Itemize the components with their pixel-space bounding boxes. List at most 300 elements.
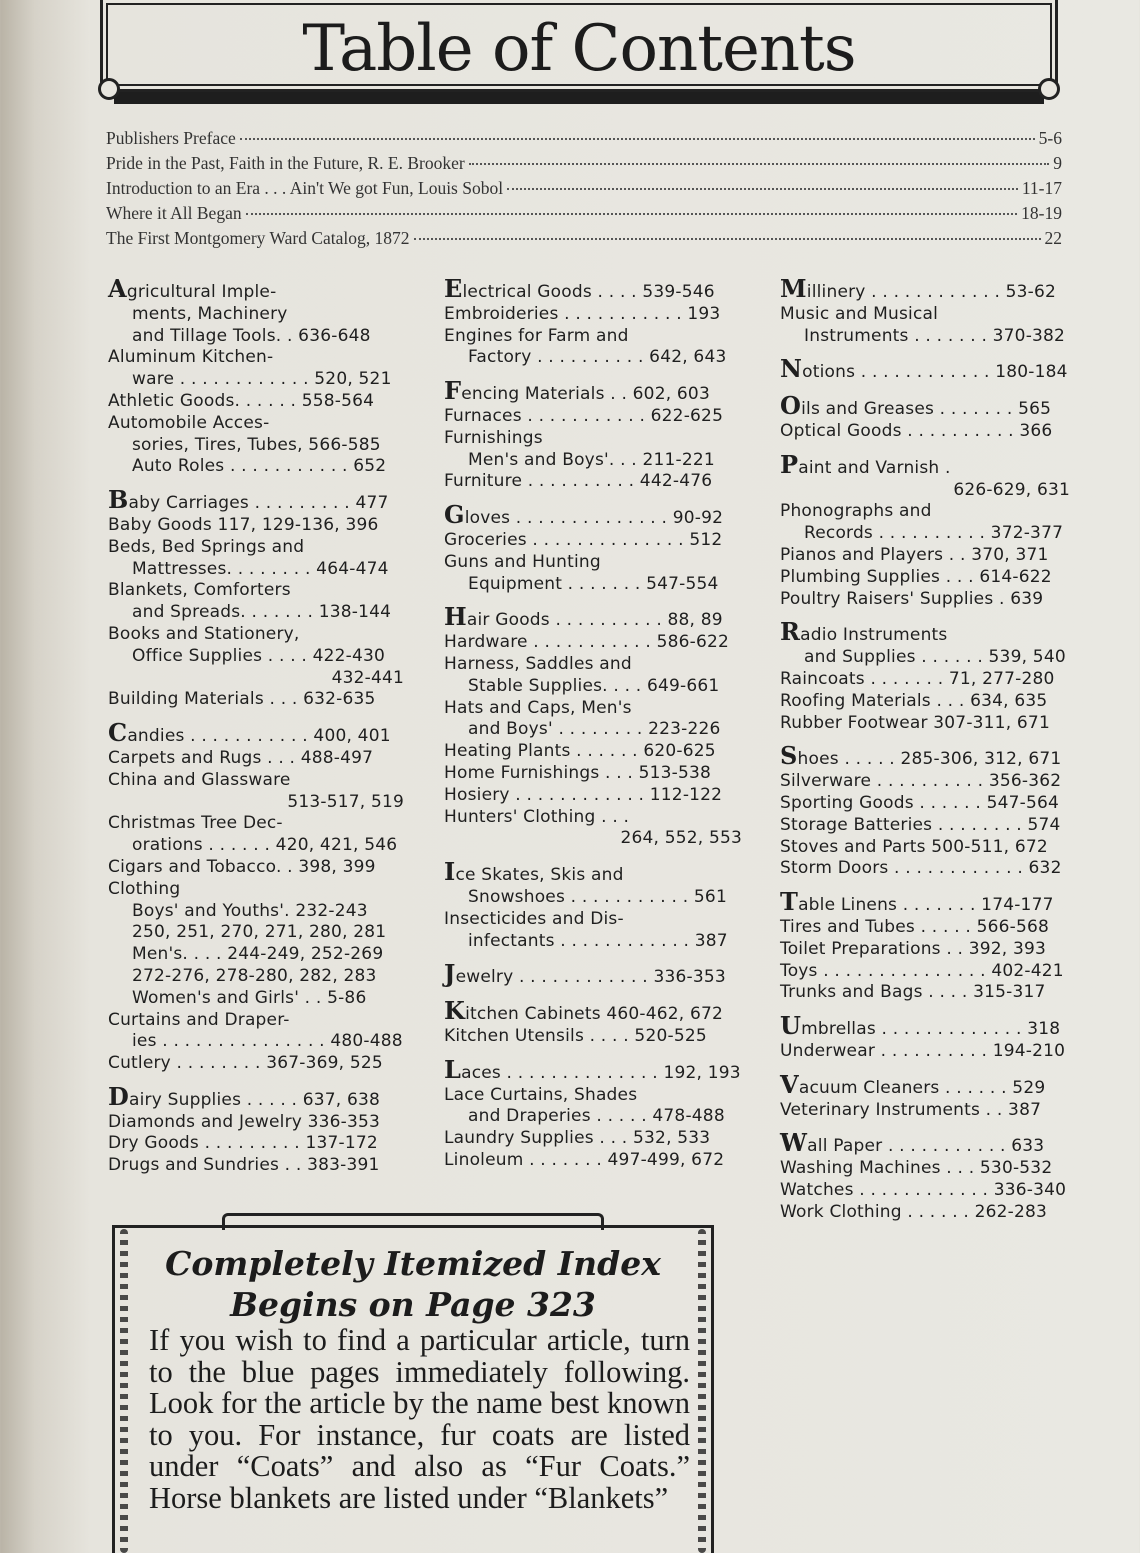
contents-entry <box>780 1041 1070 1063</box>
contents-entry-text: infectants . . . . . . . . . . . . 387 <box>468 930 728 951</box>
front-matter-pages: 9 <box>1053 153 1062 173</box>
contents-entry <box>108 689 404 711</box>
drop-letter: T <box>780 887 799 917</box>
contents-entry-text: Embroideries . . . . . . . . . . . 193 <box>444 303 721 324</box>
drop-letter: H <box>444 602 467 632</box>
contents-entry-text: Rubber Footwear 307-311, 671 <box>780 712 1050 733</box>
contents-entry <box>108 1155 404 1177</box>
contents-entry <box>780 1100 1070 1122</box>
drop-letter: E <box>444 274 463 303</box>
contents-entry-text: Sporting Goods . . . . . . 547-564 <box>780 792 1060 813</box>
contents-entry-text: Laundry Supplies . . . 532, 533 <box>444 1128 711 1149</box>
contents-entry-text: Kitchen Utensils . . . . 520-525 <box>444 1025 707 1046</box>
drop-letter: M <box>780 274 807 303</box>
drop-letter: P <box>780 449 799 479</box>
contents-entry <box>780 815 1070 837</box>
contents-section <box>780 449 1070 611</box>
contents-entry <box>108 515 404 537</box>
contents-entry <box>780 982 1070 1004</box>
drop-letter: W <box>780 1128 808 1158</box>
contents-entry-text: and Supplies . . . . . . 539, 540 <box>804 647 1066 668</box>
index-box-title-line2: Begins on Page 323 <box>230 1285 596 1324</box>
front-matter-title: The First Montgomery Ward Catalog, 1872 <box>106 228 410 248</box>
contents-entry <box>780 589 1070 611</box>
contents-entry-text: Roofing Materials . . . 634, 635 <box>780 690 1048 711</box>
contents-entry <box>780 354 1070 384</box>
contents-entry-text: itchen Cabinets 460-462, 672 <box>465 1004 724 1025</box>
contents-section <box>108 1081 404 1177</box>
contents-entry-text: Hardware . . . . . . . . . . . 586-622 <box>444 632 729 653</box>
contents-section <box>444 996 742 1048</box>
contents-entry-text: Hats and Caps, Men's <box>444 697 632 718</box>
drop-letter: U <box>780 1011 802 1041</box>
contents-entry-text: Blankets, Comforters <box>108 580 291 601</box>
front-matter-title: Pride in the Past, Faith in the Future, R. E. Brooker <box>106 153 465 173</box>
contents-entry <box>108 537 404 559</box>
contents-entry <box>780 1069 1070 1100</box>
contents-entry <box>108 901 404 923</box>
contents-entry-text: Toilet Preparations . . 392, 393 <box>780 938 1047 959</box>
contents-entry <box>108 966 404 988</box>
contents-entry-text: Cigars and Tobacco. . 398, 399 <box>108 856 376 877</box>
contents-entry <box>780 274 1070 304</box>
contents-entry-text: ewelry . . . . . . . . . . . . 336-353 <box>455 967 726 988</box>
contents-entry-text: Harness, Saddles and <box>444 653 632 674</box>
contents-entry <box>108 1053 404 1075</box>
contents-entry <box>780 669 1070 691</box>
front-matter-title: Where it All Began <box>106 203 242 223</box>
contents-entry-text: encing Materials . . 602, 603 <box>461 384 710 405</box>
contents-entry <box>108 770 404 792</box>
front-matter-item <box>106 228 1062 253</box>
contents-entry <box>108 718 404 748</box>
contents-entry <box>444 857 742 887</box>
contents-section <box>444 376 742 493</box>
front-matter-title: Publishers Preface <box>106 128 236 148</box>
dot-leader <box>414 238 1041 240</box>
contents-entry-text: aces . . . . . . . . . . . . . . 192, 193 <box>461 1062 741 1083</box>
contents-entry-text: ware . . . . . . . . . . . . 520, 521 <box>132 369 392 390</box>
contents-entry <box>780 421 1070 443</box>
contents-entry <box>444 698 742 720</box>
contents-entry-text: ies . . . . . . . . . . . . . . . 480-488 <box>132 1031 403 1052</box>
contents-entry-text: Christmas Tree Dec- <box>108 813 283 834</box>
contents-entry <box>780 523 1070 545</box>
contents-entry <box>780 647 1070 669</box>
contents-column-3 <box>780 274 1070 1234</box>
contents-entry-text: ils and Greases . . . . . . . 565 <box>801 399 1052 420</box>
contents-entry-text: Boys' and Youths'. 232-243 <box>132 900 368 921</box>
contents-entry-text: Tires and Tubes . . . . . 566-568 <box>780 916 1050 937</box>
contents-entry-text: 264, 552, 553 <box>620 828 742 849</box>
contents-section <box>780 741 1070 880</box>
contents-entry <box>108 369 404 391</box>
contents-entry-text: Carpets and Rugs . . . 488-497 <box>108 747 374 768</box>
front-matter-item <box>106 178 1062 203</box>
front-matter-pages: 11-17 <box>1021 178 1062 198</box>
contents-entry-text: Trunks and Bags . . . . 315-317 <box>780 982 1046 1003</box>
contents-entry-text: Furnaces . . . . . . . . . . . 622-625 <box>444 405 724 426</box>
contents-entry <box>444 1085 742 1107</box>
contents-entry <box>444 828 742 850</box>
contents-entry <box>108 326 404 348</box>
contents-section <box>108 274 404 478</box>
drop-letter: O <box>780 391 802 421</box>
contents-entry-text: sories, Tires, Tubes, 566-585 <box>132 434 381 455</box>
contents-entry <box>780 961 1070 983</box>
contents-section <box>444 602 742 850</box>
contents-section <box>108 485 404 711</box>
contents-entry-text: Heating Plants . . . . . . 620-625 <box>444 741 716 762</box>
contents-column-2 <box>444 274 742 1183</box>
front-matter-item <box>106 128 1062 153</box>
scroll-curl-left-icon <box>98 78 120 100</box>
contents-entry-text: loves . . . . . . . . . . . . . . 90-92 <box>464 508 724 529</box>
contents-entry <box>780 480 1070 502</box>
index-box-body: If you wish to find a particular article, turn to the blue pages immediately following. Look for the article by the name best known to you. For instance, fur coats are listed under “Coats” and also as “Fur Coats.” Horse blankets are listed under “Blankets” <box>149 1323 690 1515</box>
front-matter-pages: 18-19 <box>1021 203 1062 223</box>
contents-entry <box>108 879 404 901</box>
contents-entry <box>444 500 742 530</box>
drop-letter: B <box>108 485 129 515</box>
contents-entry <box>444 719 742 741</box>
contents-entry <box>444 763 742 785</box>
contents-entry <box>444 1128 742 1150</box>
contents-entry <box>444 602 742 632</box>
contents-entry-text: Dry Goods . . . . . . . . . 137-172 <box>108 1133 378 1154</box>
contents-entry-text: Hunters' Clothing . . . <box>444 806 630 827</box>
index-box-title <box>132 1243 694 1325</box>
contents-entry-text: otions . . . . . . . . . . . . 180-184 <box>802 362 1068 383</box>
contents-entry <box>108 485 404 515</box>
contents-section <box>780 354 1070 384</box>
contents-entry <box>108 1081 404 1112</box>
contents-section <box>780 1011 1070 1063</box>
contents-entry-text: ce Skates, Skis and <box>455 865 624 886</box>
contents-entry-text: Pianos and Players . . 370, 371 <box>780 544 1049 565</box>
contents-entry <box>108 813 404 835</box>
contents-entry-text: adio Instruments <box>800 625 948 646</box>
contents-entry-text: 513-517, 519 <box>287 791 404 812</box>
contents-entry-text: Stable Supplies. . . . 649-661 <box>468 675 720 696</box>
contents-entry-text: Washing Machines . . . 530-532 <box>780 1158 1053 1179</box>
contents-entry-text: Clothing <box>108 878 181 899</box>
title-frame-bottom-bar <box>114 92 1044 104</box>
contents-entry <box>780 1158 1070 1180</box>
contents-entry <box>444 406 742 428</box>
contents-entry-text: lectrical Goods . . . . 539-546 <box>462 282 715 302</box>
contents-entry <box>780 793 1070 815</box>
contents-entry-text: 432-441 <box>331 667 404 688</box>
contents-entry-text: Storage Batteries . . . . . . . . 574 <box>780 814 1061 835</box>
contents-entry-text: orations . . . . . . 420, 421, 546 <box>132 835 398 856</box>
contents-entry <box>444 1054 742 1085</box>
contents-section <box>780 1128 1070 1223</box>
contents-entry <box>780 713 1070 735</box>
contents-entry-text: Optical Goods . . . . . . . . . . 366 <box>780 420 1053 441</box>
contents-entry <box>444 471 742 493</box>
contents-entry <box>108 1031 404 1053</box>
contents-entry-text: Baby Goods 117, 129-136, 396 <box>108 514 379 535</box>
contents-entry-text: Mattresses. . . . . . . . 464-474 <box>132 558 389 579</box>
contents-entry-text: Building Materials . . . 632-635 <box>108 689 376 710</box>
contents-entry-text: aint and Varnish . <box>798 457 951 478</box>
contents-entry <box>108 835 404 857</box>
contents-section <box>108 718 404 1075</box>
contents-entry <box>444 530 742 552</box>
contents-entry-text: and Boys' . . . . . . . . 223-226 <box>468 719 721 740</box>
front-matter-pages: 22 <box>1044 228 1062 248</box>
contents-entry-text: Underwear . . . . . . . . . . 194-210 <box>780 1040 1066 1061</box>
contents-entry <box>108 857 404 879</box>
contents-entry <box>780 858 1070 880</box>
drop-letter: R <box>780 617 801 647</box>
contents-entry-text: Factory . . . . . . . . . . 642, 643 <box>468 347 727 368</box>
drop-letter: A <box>108 274 127 303</box>
contents-entry-text: Engines for Farm and <box>444 325 629 346</box>
contents-entry-text: Furnishings <box>444 427 543 448</box>
scroll-curl-right-icon <box>1038 78 1060 100</box>
contents-entry-text: able Linens . . . . . . . 174-177 <box>798 895 1054 916</box>
contents-entry <box>108 1112 404 1134</box>
contents-entry-text: Snowshoes . . . . . . . . . . . 561 <box>468 886 727 907</box>
contents-entry <box>108 274 404 304</box>
contents-entry-text: Automobile Acces- <box>108 412 270 433</box>
contents-entry <box>780 771 1070 793</box>
contents-entry-text: 272-276, 278-280, 282, 283 <box>132 965 377 986</box>
contents-entry <box>780 691 1070 713</box>
contents-section <box>444 1054 742 1172</box>
front-matter-pages: 5-6 <box>1038 128 1062 148</box>
contents-entry <box>780 449 1070 480</box>
contents-entry-text: Plumbing Supplies . . . 614-622 <box>780 566 1052 587</box>
contents-entry <box>108 602 404 624</box>
contents-entry-text: Curtains and Draper- <box>108 1009 290 1030</box>
contents-entry-text: Work Clothing . . . . . . 262-283 <box>780 1201 1048 1222</box>
contents-entry <box>444 909 742 931</box>
contents-entry <box>444 574 742 596</box>
contents-entry <box>108 580 404 602</box>
contents-entry <box>780 567 1070 589</box>
contents-entry <box>108 668 404 690</box>
contents-entry <box>444 654 742 676</box>
contents-entry <box>444 326 742 348</box>
contents-entry-text: Athletic Goods. . . . . . 558-564 <box>108 390 375 411</box>
contents-section <box>444 857 742 952</box>
contents-entry <box>108 1010 404 1032</box>
contents-entry <box>780 326 1070 348</box>
index-box-title-line1: Completely Itemized Index <box>165 1244 661 1283</box>
contents-section <box>780 887 1070 1004</box>
contents-entry-text: Linoleum . . . . . . . 497-499, 672 <box>444 1149 725 1170</box>
contents-entry <box>780 1202 1070 1224</box>
contents-entry-text: Guns and Hunting <box>444 551 601 572</box>
contents-entry <box>108 646 404 668</box>
contents-entry <box>108 391 404 413</box>
contents-section <box>444 500 742 595</box>
chain-border-left <box>120 1229 128 1553</box>
contents-entry <box>108 435 404 457</box>
contents-entry-text: 626-629, 631 <box>953 479 1070 500</box>
contents-entry-text: Silverware . . . . . . . . . . 356-362 <box>780 771 1062 792</box>
contents-entry-text: Stoves and Parts 500-511, 672 <box>780 836 1048 857</box>
contents-entry <box>444 1026 742 1048</box>
contents-section <box>780 391 1070 443</box>
contents-entry <box>444 741 742 763</box>
contents-entry <box>108 944 404 966</box>
contents-entry-text: all Paper . . . . . . . . . . . 633 <box>807 1136 1045 1157</box>
contents-entry <box>780 1128 1070 1158</box>
contents-entry <box>108 988 404 1010</box>
drop-letter: F <box>444 376 462 406</box>
contents-section <box>444 959 742 989</box>
contents-entry <box>444 552 742 574</box>
contents-entry-text: Phonographs and <box>780 501 932 522</box>
contents-entry <box>444 428 742 450</box>
contents-entry <box>780 545 1070 567</box>
contents-entry <box>444 304 742 326</box>
contents-entry <box>780 917 1070 939</box>
contents-entry-text: Storm Doors . . . . . . . . . . . . 632 <box>780 858 1062 879</box>
index-notice-box <box>112 1213 714 1553</box>
contents-entry <box>108 1133 404 1155</box>
contents-entry-text: airy Supplies . . . . . 637, 638 <box>129 1089 381 1110</box>
drop-letter: S <box>780 741 798 771</box>
contents-entry <box>444 376 742 406</box>
dot-leader <box>246 213 1018 215</box>
contents-entry-text: Toys . . . . . . . . . . . . . . . 402-421 <box>780 960 1064 981</box>
contents-entry <box>108 748 404 770</box>
contents-entry-text: Groceries . . . . . . . . . . . . . . 512 <box>444 529 723 550</box>
contents-entry <box>780 837 1070 859</box>
contents-entry <box>108 559 404 581</box>
contents-entry <box>780 391 1070 421</box>
contents-entry-text: Books and Stationery, <box>108 623 300 644</box>
contents-entry <box>108 413 404 435</box>
contents-entry <box>444 274 742 304</box>
contents-entry-text: ments, Machinery <box>132 303 288 324</box>
contents-entry-text: Lace Curtains, Shades <box>444 1084 638 1105</box>
contents-entry-text: illinery . . . . . . . . . . . . 53-62 <box>806 282 1057 302</box>
contents-entry-text: air Goods . . . . . . . . . . 88, 89 <box>466 610 723 631</box>
contents-section <box>780 274 1070 347</box>
contents-entry <box>780 1011 1070 1041</box>
contents-entry-text: Drugs and Sundries . . 383-391 <box>108 1155 380 1176</box>
contents-entry-text: Insecticides and Dis- <box>444 908 624 929</box>
contents-entry <box>108 624 404 646</box>
contents-entry <box>780 617 1070 647</box>
contents-entry <box>444 450 742 472</box>
contents-entry-text: Diamonds and Jewelry 336-353 <box>108 1111 381 1132</box>
drop-letter: N <box>780 354 803 384</box>
front-matter-item <box>106 203 1062 228</box>
contents-entry-text: Veterinary Instruments . . 387 <box>780 1099 1042 1120</box>
contents-entry <box>444 959 742 989</box>
contents-entry <box>780 741 1070 771</box>
contents-entry-text: andies . . . . . . . . . . . 400, 401 <box>127 726 391 747</box>
contents-entry <box>108 347 404 369</box>
contents-entry-text: Women's and Girls' . . 5-86 <box>132 987 367 1008</box>
dot-leader <box>240 138 1035 140</box>
drop-letter: D <box>108 1081 130 1111</box>
front-matter-list <box>106 128 1062 253</box>
contents-entry <box>780 1180 1070 1202</box>
contents-entry-text: hoes . . . . . 285-306, 312, 671 <box>797 749 1062 770</box>
front-matter-item <box>106 153 1062 178</box>
contents-entry-text: Auto Roles . . . . . . . . . . . 652 <box>132 456 387 477</box>
contents-entry <box>780 304 1070 326</box>
contents-column-1 <box>108 274 404 1188</box>
contents-entry <box>444 1150 742 1172</box>
drop-letter: K <box>444 996 466 1026</box>
contents-entry-text: Instruments . . . . . . . 370-382 <box>804 325 1066 346</box>
contents-entry-text: aby Carriages . . . . . . . . . 477 <box>128 493 389 514</box>
contents-entry <box>108 304 404 326</box>
contents-entry-text: Records . . . . . . . . . . 372-377 <box>804 523 1064 544</box>
contents-entry-text: and Tillage Tools. . 636-648 <box>132 325 371 346</box>
contents-entry <box>444 785 742 807</box>
contents-entry-text: Furniture . . . . . . . . . . 442-476 <box>444 471 713 492</box>
contents-entry-text: Office Supplies . . . . 422-430 <box>132 645 386 666</box>
contents-entry-text: Home Furnishings . . . 513-538 <box>444 762 712 783</box>
dot-leader <box>507 188 1018 190</box>
contents-entry <box>108 456 404 478</box>
contents-entry <box>444 887 742 909</box>
contents-entry <box>444 807 742 829</box>
contents-entry <box>444 676 742 698</box>
contents-entry-text: mbrellas . . . . . . . . . . . . . 318 <box>801 1019 1061 1040</box>
contents-entry <box>108 922 404 944</box>
page-title: Table of Contents <box>302 12 856 86</box>
contents-entry <box>444 632 742 654</box>
chain-border-right <box>698 1229 706 1553</box>
contents-entry-text: Men's and Boys'. . . 211-221 <box>468 449 715 470</box>
contents-entry-text: Equipment . . . . . . . 547-554 <box>468 573 719 594</box>
contents-entry-text: acuum Cleaners . . . . . . 529 <box>798 1077 1046 1098</box>
contents-entry <box>444 996 742 1026</box>
drop-letter: C <box>108 718 128 748</box>
contents-entry-text: Beds, Bed Springs and <box>108 536 305 557</box>
contents-entry-text: and Draperies . . . . . 478-488 <box>468 1106 725 1127</box>
contents-section <box>780 617 1070 734</box>
dot-leader <box>469 163 1050 165</box>
contents-entry-text: gricultural Imple- <box>126 282 277 302</box>
contents-entry-text: Music and Musical <box>780 303 939 324</box>
contents-entry <box>444 1106 742 1128</box>
drop-letter: G <box>444 500 465 530</box>
contents-entry <box>780 501 1070 523</box>
contents-entry <box>444 931 742 953</box>
contents-entry <box>108 792 404 814</box>
contents-entry-text: 250, 251, 270, 271, 280, 281 <box>132 922 387 943</box>
contents-entry-text: and Spreads. . . . . . . 138-144 <box>132 602 392 623</box>
contents-entry-text: Hosiery . . . . . . . . . . . . 112-122 <box>444 784 723 805</box>
contents-entry-text: China and Glassware <box>108 769 291 790</box>
contents-entry-text: Raincoats . . . . . . . 71, 277-280 <box>780 668 1055 689</box>
contents-entry <box>780 939 1070 961</box>
contents-entry-text: Watches . . . . . . . . . . . . 336-340 <box>780 1179 1067 1200</box>
contents-section <box>444 274 742 369</box>
contents-entry-text: Cutlery . . . . . . . . 367-369, 525 <box>108 1053 383 1074</box>
contents-entry <box>444 347 742 369</box>
contents-entry <box>780 887 1070 917</box>
contents-entry-text: Aluminum Kitchen- <box>108 347 274 368</box>
drop-letter: I <box>444 857 456 887</box>
drop-letter: V <box>780 1069 799 1099</box>
title-frame <box>100 0 1058 104</box>
contents-entry-text: Poultry Raisers' Supplies . 639 <box>780 588 1044 609</box>
contents-section <box>780 1069 1070 1122</box>
